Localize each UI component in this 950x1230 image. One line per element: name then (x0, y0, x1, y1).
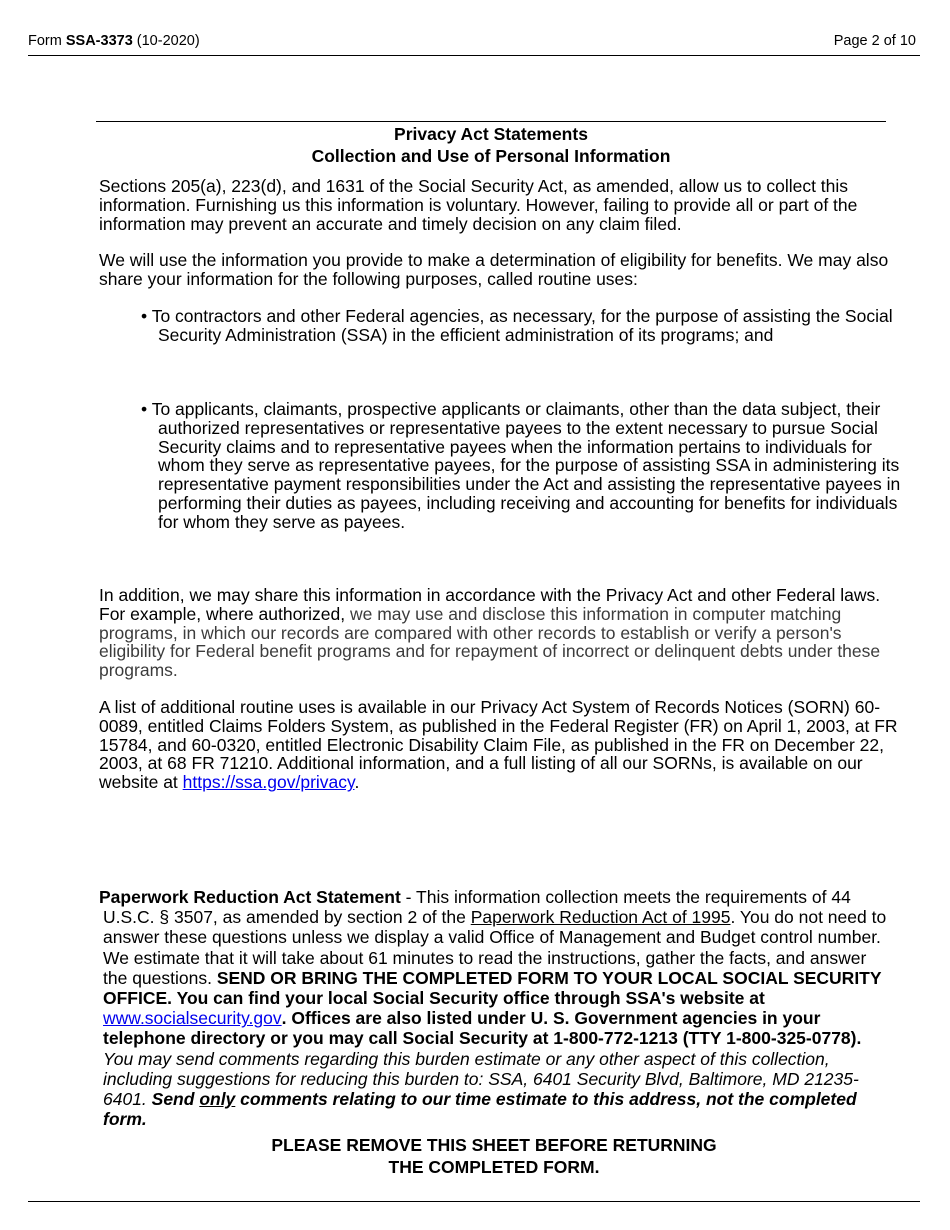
act-reference: Paperwork Reduction Act of 1995 (470, 907, 731, 928)
form-date: (10-2020) (132, 33, 200, 49)
privacy-paragraph-uses: We will use the information you provide to make a determination of eligibility for benefits. We may also share your information for the following purposes, called routine uses: (99, 250, 889, 289)
routine-use-item: • To applicants, claimants, prospective applicants or claimants, other than the data subject, their authorized representatives or representative payees to the extent necessary to pursue Social Security claims and to representative payees when the information pertains to individuals for whom they serve as representative payees, for the purpose of assisting SSA in administering its representative payment responsibilities under the Act and assisting the representative payees in performing their duties as payees, including receiving and accounting for benefits for individuals for whom they serve as payees. (141, 399, 901, 532)
bullet-glyph: • (141, 306, 148, 326)
privacy-paragraph-sorn: A list of additional routine uses is available in our Privacy Act System of Records Notices (SORN) 60-0089, entitled Claims Folders System, as published in the Federal Register (FR) on April 1, 2003, at FR 15784, and 60-0320, entitled Electronic Disability Claim File, as published in the FR on December 22, 2003, at 68 FR 71210. Additional information, and a full listing of all our SORNs, is available on our website at https://ssa.gov/privacy. (99, 697, 898, 793)
privacy-heading (96, 123, 886, 167)
form-id: Form SSA-3373 (10-2020) (28, 33, 200, 49)
footer-divider (28, 1201, 920, 1202)
closing-instruction: PLEASE REMOVE THIS SHEET BEFORE RETURNING THE COMPLETED FORM. (271, 1135, 717, 1177)
routine-use-item: • To contractors and other Federal agencies, as necessary, for the purpose of assisting the Social Security Administration (SSA) in the efficient administration of its programs; and (141, 306, 893, 345)
form-number: SSA-3373 (65, 33, 133, 49)
privacy-paragraph-authority: Sections 205(a), 223(d), and 1631 of the Social Security Act, as amended, allow us to collect this information. Furnishing us this information is voluntary. However, failing to provide all or part of the information may prevent an accurate and timely decision on any claim filed. (99, 176, 858, 234)
paperwork-title: Paperwork Reduction Act Statement (99, 887, 401, 907)
header-divider (28, 55, 920, 56)
page-header (28, 32, 920, 50)
privacy-link[interactable]: https://ssa.gov/privacy (182, 772, 355, 793)
socialsecurity-link[interactable]: www.socialsecurity.gov (103, 1008, 282, 1029)
matching-text: we may use and disclose this information in computer matching programs, in which our records are compared with other records to establish or verify a person's eligibility for Federal benefit programs and for repayment of incorrect or delinquent debts under these programs. (99, 603, 881, 681)
privacy-subtitle: Collection and Use of Personal Information (311, 146, 671, 166)
section-divider (96, 121, 886, 122)
privacy-paragraph-matching: In addition, we may share this information in accordance with the Privacy Act and other Federal laws. For example, where authorized, we may use and disclose this information in computer matching programs, in which our records are compared with other records to establish or verify a person's eligibility for Federal benefit programs and for repayment of incorrect or delinquent debts under these programs. (99, 585, 881, 681)
page-number: Page 2 of 10 (833, 33, 916, 49)
privacy-title: Privacy Act Statements (394, 124, 588, 144)
bullet-glyph: • (141, 399, 148, 419)
paperwork-reduction-statement: Paperwork Reduction Act Statement - This information collection meets the requirements of 44 U.S.C. § 3507, as amended by section 2 of the Paperwork Reduction Act of 1995. You do not need to answer these questions unless we display a valid Office of Management and Budget control number. We estimate that it will take about 61 minutes to read the instructions, gather the facts, and answer the questions. SEND OR BRING THE COMPLETED FORM TO YOUR LOCAL SOCIAL SECURITY OFFICE. You can find your local Social Security office through SSA's website at www.socialsecurity.gov. Offices are also listed under U. S. Government agencies in your telephone directory or you may call Social Security at 1-800-772-1213 (TTY 1-800-325-0778). You may send comments regarding this burden estimate or any other aspect of this collection, including suggestions for reducing this burden to: SSA, 6401 Security Blvd, Baltimore, MD 21235-6401. Send only comments relating to our time estimate to this address, not the completed form. (99, 887, 887, 1130)
emphasis-only: only (199, 1089, 236, 1110)
